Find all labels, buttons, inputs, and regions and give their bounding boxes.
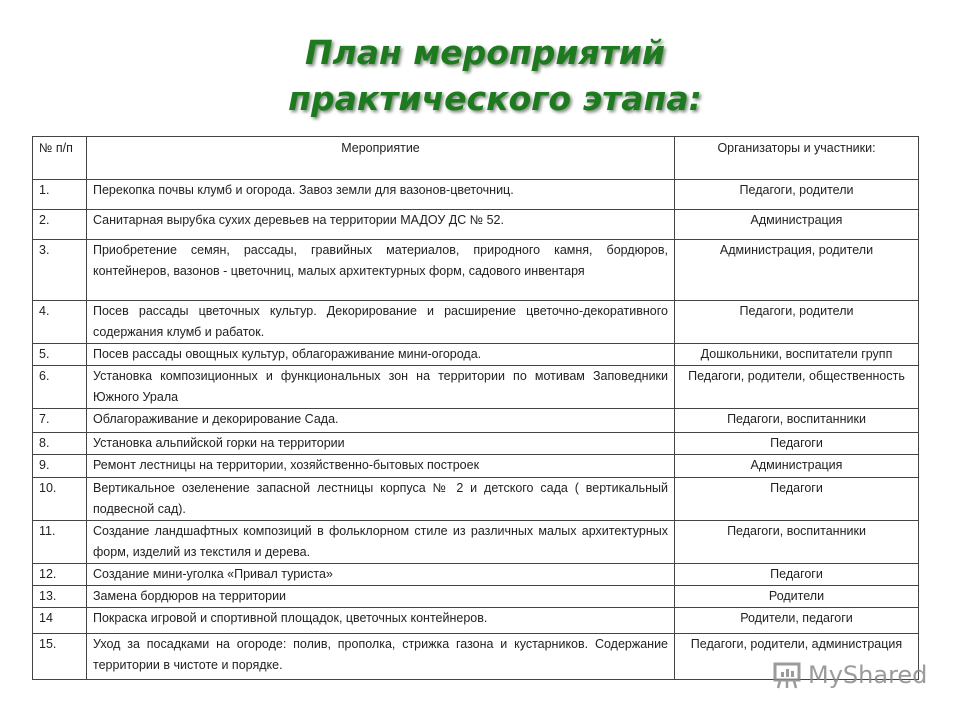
- activity-plan-table: [32, 136, 919, 680]
- row-activity: Замена бордюров на территории: [87, 586, 675, 608]
- row-activity: Ремонт лестницы на территории, хозяйственно-бытовых построек: [87, 455, 675, 478]
- row-activity: Санитарная вырубка сухих деревьев на территории МАДОУ ДС № 52.: [87, 210, 675, 240]
- row-organizers: Педагоги: [675, 433, 919, 455]
- row-number: 6.: [33, 366, 87, 409]
- row-number: 2.: [33, 210, 87, 240]
- row-number: 3.: [33, 240, 87, 301]
- row-number: 7.: [33, 409, 87, 433]
- row-organizers: Родители: [675, 586, 919, 608]
- row-activity: Посев рассады цветочных культур. Декорирование и расширение цветочно-декоративного содержания клумб и рабаток.: [87, 301, 675, 344]
- row-activity: Вертикальное озеленение запасной лестницы корпуса № 2 и детского сада ( вертикальный подвесной сад).: [87, 478, 675, 521]
- row-number: 5.: [33, 344, 87, 366]
- header-organizers: Организаторы и участники:: [675, 137, 919, 180]
- table-header-row: [33, 137, 919, 180]
- row-organizers: Педагоги, родители: [675, 301, 919, 344]
- row-organizers: Педагоги: [675, 564, 919, 586]
- row-activity: Установка альпийской горки на территории: [87, 433, 675, 455]
- presentation-board-icon: [772, 660, 802, 690]
- row-number: 10.: [33, 478, 87, 521]
- table-row: [33, 210, 919, 240]
- table-row: [33, 455, 919, 478]
- row-activity: Приобретение семян, рассады, гравийных материалов, природного камня, бордюров, контейнеров, вазонов - цветочниц, малых архитектурных форм, садового инвентаря: [87, 240, 675, 301]
- row-organizers: Администрация: [675, 455, 919, 478]
- row-number: 14: [33, 608, 87, 634]
- row-number: 12.: [33, 564, 87, 586]
- table-row: [33, 521, 919, 564]
- row-number: 11.: [33, 521, 87, 564]
- row-number: 9.: [33, 455, 87, 478]
- row-organizers: Педагоги: [675, 478, 919, 521]
- page-title: [0, 30, 960, 122]
- row-organizers: Педагоги, родители, общественность: [675, 366, 919, 409]
- row-activity: Создание ландшафтных композиций в фольклорном стиле из различных малых архитектурных форм, изделий из текстиля и дерева.: [87, 521, 675, 564]
- title-line-2: практического этапа:: [288, 79, 702, 118]
- header-activity: Мероприятие: [87, 137, 675, 180]
- table-row: [33, 564, 919, 586]
- table-row: [33, 240, 919, 301]
- header-number: № п/п: [33, 137, 87, 180]
- table-row: [33, 478, 919, 521]
- table-row: [33, 366, 919, 409]
- row-activity: Облагораживание и декорирование Сада.: [87, 409, 675, 433]
- row-organizers: Педагоги, родители: [675, 180, 919, 210]
- table-row: [33, 608, 919, 634]
- title-line-1: План мероприятий: [304, 33, 666, 72]
- row-organizers: Администрация, родители: [675, 240, 919, 301]
- row-organizers: Администрация: [675, 210, 919, 240]
- row-activity: Перекопка почвы клумб и огорода. Завоз земли для вазонов-цветочниц.: [87, 180, 675, 210]
- row-number: 1.: [33, 180, 87, 210]
- row-organizers: Педагоги, воспитанники: [675, 521, 919, 564]
- row-activity: Посев рассады овощных культур, облагораживание мини-огорода.: [87, 344, 675, 366]
- row-activity: Установка композиционных и функциональных зон на территории по мотивам Заповедники Южного Урала: [87, 366, 675, 409]
- row-activity: Покраска игровой и спортивной площадок, цветочных контейнеров.: [87, 608, 675, 634]
- row-number: 8.: [33, 433, 87, 455]
- row-number: 13.: [33, 586, 87, 608]
- row-activity: Уход за посадками на огороде: полив, прополка, стрижка газона и кустарников. Содержание территории в чистоте и порядке.: [87, 634, 675, 680]
- row-organizers: Родители, педагоги: [675, 608, 919, 634]
- row-number: 15.: [33, 634, 87, 680]
- row-number: 4.: [33, 301, 87, 344]
- table-row: [33, 586, 919, 608]
- table-row: [33, 433, 919, 455]
- watermark-text: MyShared: [808, 661, 928, 689]
- table-row: [33, 301, 919, 344]
- table-row: [33, 180, 919, 210]
- row-organizers: Дошкольники, воспитатели групп: [675, 344, 919, 366]
- table-row: [33, 344, 919, 366]
- table-row: [33, 409, 919, 433]
- watermark: [772, 660, 927, 690]
- row-activity: Создание мини-уголка «Привал туриста»: [87, 564, 675, 586]
- row-organizers: Педагоги, воспитанники: [675, 409, 919, 433]
- row-organizers: Педагоги, родители, администрация: [675, 634, 919, 680]
